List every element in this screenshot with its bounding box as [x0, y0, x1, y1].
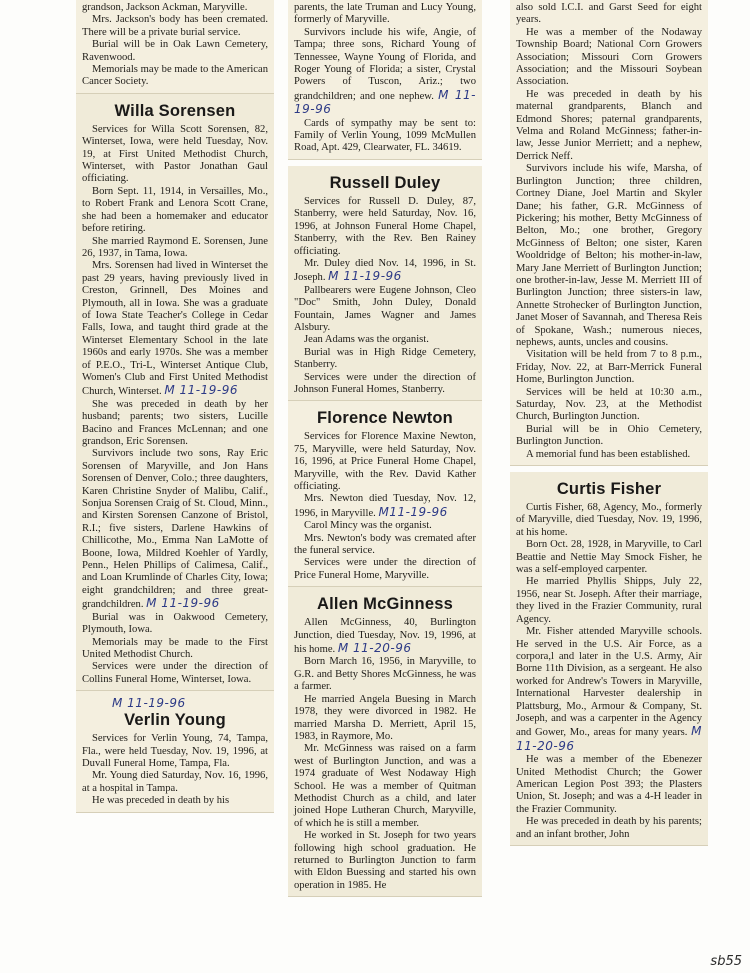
paragraph: He married Phyllis Shipps, July 22, 1956, near St. Joseph. After their marriage, they lived in the Frazier Community, rural Agency.: [516, 576, 702, 625]
allen-mcginness-continued: [510, 0, 708, 466]
obituary-verlin-young: [76, 691, 274, 812]
page-label: sb55: [710, 954, 742, 969]
paragraph: He married Angela Buesing in March 1978, they were divorced in 1982. He married Marsha D. Merriett, April 15, 1983, in Raymore, Mo.: [294, 693, 476, 742]
column-3: [510, 0, 708, 846]
paragraph: He was preceded in death by his: [92, 795, 230, 807]
paragraph: Services were under the direction of Collins Funeral Home, Winterset, Iowa.: [82, 661, 268, 685]
obituary-headline: Willa Sorensen: [114, 101, 236, 120]
handwritten-date-note: M 11-20-96: [337, 641, 412, 656]
paragraph: parents, the late Truman and Lucy Young, formerly of Maryville.: [294, 2, 476, 26]
paragraph: Burial was in Oakwood Cemetery, Plymouth, Iowa.: [82, 611, 268, 636]
obituary-headline: Florence Newton: [317, 409, 453, 428]
paragraph: Burial will be in Ohio Cemetery, Burlington Junction.: [516, 423, 702, 448]
paragraph: He worked in St. Joseph for two years following high school graduation. He returned to Burlington Junction to farm with Eldon Buessing and started his own operation in 1985. He: [294, 830, 476, 891]
handwritten-date-note: M 11-20-96: [516, 724, 702, 753]
paragraph: grandson, Jackson Ackman, Maryville.: [82, 2, 248, 13]
paragraph: He was a member of the Ebenezer United Methodist Church; the Gower American Legion Post 393; the Plasters Union, St. Joseph; and was a 4-H leader in the Frazier Community.: [516, 754, 702, 815]
paragraph: Burial will be in Oak Lawn Cemetery, Ravenwood.: [82, 39, 268, 63]
paragraph: [294, 27, 476, 118]
paragraph: [82, 448, 268, 611]
paragraph: Burial was in High Ridge Cemetery, Stanberry.: [294, 346, 476, 371]
paragraph: Services were under the direction of Johnson Funeral Homes, Stanberry.: [294, 371, 476, 395]
handwritten-date-note: M 11-19-96: [328, 269, 402, 284]
paragraph: Services for Florence Maxine Newton, 75, Maryville, were held Saturday, Nov. 16, 1996, at Price Funeral Home Chapel, Maryville, with the Rev. David Kather officiating.: [294, 431, 476, 492]
paragraph: Memorials may be made to the American Cancer Society.: [82, 64, 268, 88]
paragraph-text: Mr. Fisher attended Maryville schools. He served in the U.S. Air Force, as a corpora,l and later in the U.S. Army, Air Borne 11th Division, as a sergeant. He also worked for Andrew's Towers in Maryville, International Harvester dealership in Plattsburg, Mo., Armour & Company, St. Joseph, and was a carpenter in the Agency and Gower, Mo., areas for many years.: [516, 626, 702, 739]
paragraph: Jean Adams was the organist.: [304, 334, 429, 346]
paragraph: Born Sept. 11, 1914, in Versailles, Mo., to Robert Frank and Lenora Scott Crane, she had been a homemaker and educator before retiring.: [82, 185, 268, 235]
obituary-headline: Allen McGinness: [317, 595, 453, 614]
paragraph: [294, 258, 476, 285]
paragraph-text: Survivors include his wife, Angie, of Tampa; three sons, Richard Young of Tennessee, Wayne Young of Florida, and Roger Young of Florida; a sister, Crystal Powers of Tuscon, Ariz.; two grandchildren; and one nephew.: [294, 26, 476, 102]
paragraph: Visitation will be held from 7 to 8 p.m., Friday, Nov. 22, at Barr-Merrick Funeral Home, Burlington Junction.: [516, 349, 702, 386]
paragraph: Services were under the direction of Price Funeral Home, Maryville.: [294, 557, 476, 581]
paragraph-text: Allen McGinness, 40, Burlington Junction, died Tuesday, Nov. 19, 1996, at his home.: [294, 617, 476, 656]
paragraph: Mr. McGinness was raised on a farm west of Burlington Junction, and was a 1974 graduate of West Nodaway High School. He was a member of Quitman Methodist Church as a child, and later joined Hope Lutheran Church, Maryville, of which he is still a member.: [294, 743, 476, 829]
paragraph: Mrs. Newton's body was cremated after the funeral service.: [294, 532, 476, 557]
paragraph: Carol Mincy was the organist.: [304, 520, 432, 532]
paragraph: Cards of sympathy may be sent to: Family of Verlin Young, 1099 McMullen Road, Apt. 429, Clearwater, FL. 34619.: [294, 117, 476, 154]
paragraph: Services for Russell D. Duley, 87, Stanberry, were held Saturday, Nov. 16, 1996, at Johnson Funeral Home Chapel, Stanberry, with the Rev. Ben Rainey officiating.: [294, 195, 476, 257]
handwritten-date-note: M 11-19-96: [294, 87, 476, 117]
paragraph: also sold I.C.I. and Garst Seed for eight years.: [516, 2, 702, 26]
obituary-curtis-fisher: [510, 472, 708, 846]
column-1: [76, 0, 274, 813]
paragraph-text: Mr. Duley died Nov. 14, 1996, in St. Joseph.: [294, 257, 476, 284]
paragraph: Born Oct. 28, 1928, in Maryville, to Carl Beattie and Nettie May Smock Fisher, he was a self-employed carpenter.: [516, 539, 702, 576]
paragraph: He was preceded in death by his maternal grandparents, Blanch and Edmond Shores; paternal grandparents, Velma and Roland McGinness; father-in-law, Jesse Junior Merriett; and a nephew, Derrick Neff.: [516, 88, 702, 162]
handwritten-date-note: M 11-19-96: [146, 596, 220, 611]
paragraph-text: Mrs. Newton died Tuesday, Nov. 12, 1996, in Maryville.: [294, 493, 476, 519]
paragraph: Memorials may be made to the First United Methodist Church.: [82, 636, 268, 660]
obituary-headline: Curtis Fisher: [556, 480, 662, 499]
paragraph: [294, 493, 476, 520]
handwritten-date-note: M 11-19-96: [112, 696, 186, 711]
paragraph: Services will be held at 10:30 a.m., Saturday, Nov. 23, at the Methodist Church, Burlington Junction.: [516, 386, 702, 423]
column-2: [288, 0, 482, 897]
paragraph-text: Survivors include two sons, Ray Eric Sorensen of Maryville, and Jon Hans Sorensen of Denver, Colo.; three daughters, Karen Christine Snyder of Malibu, Calif., Sonjua Sorensen Craig of St. Cloud, Minn., and Kirsten Sorensen Canzone of Bristol, R.I.; five sisters, Darlene Hawkins of Chillicothe, Mo., Emma Nan LaMotte of Boone, Iowa, Mildred Koehler of Yardly, Penn., Helen Phillips of Calimesa, Calif., and Loan Krumlinde of Charles City, Iowa; eight grandchildren; and three great-grandchildren.: [82, 448, 268, 611]
obituary-willa-sorensen: [76, 94, 274, 691]
verlin-young-continued: [288, 0, 482, 160]
handwritten-date-note: M11-19-96: [378, 504, 448, 519]
paragraph: Survivors include his wife, Marsha, of Burlington Junction; three children, Cortney Diane, Joel Martin and Skyler Dane; his father, G.R. McGinness of Pickering; his mother, Betty McGinness of Belton, Mo.; one brother, Gregory McGinness of Belton; one sister, Karen Wooldridge of Belton; his mother-in-law, Mary Jane Merriett of Burlington Junction; one brother-in-law, Jesse M. Merriett III of Burlington Junction; three sisters-in law, Annette Strohecker of Burlington Junction, Janet Moser of Savannah, and Theresa Reis of Spokane, Wash.; numerous nieces, nephews, aunts, uncles and cousins.: [516, 163, 702, 348]
paragraph: She was preceded in death by her husband; parents; two sisters, Lucille Bacino and Frances McLennan; and one grandson, Eric Sorensen.: [82, 398, 268, 447]
jackson-obituary-end: [76, 0, 274, 94]
paragraph: Curtis Fisher, 68, Agency, Mo., formerly of Maryville, died Tuesday, Nov. 19, 1996, at his home.: [516, 502, 702, 538]
paragraph: [516, 626, 702, 754]
paragraph: A memorial fund has been established.: [526, 448, 691, 460]
obituary-russell-duley: [288, 166, 482, 402]
handwritten-date-note: M 11-19-96: [164, 383, 238, 398]
obituary-florence-newton: [288, 401, 482, 587]
paragraph: Services for Verlin Young, 74, Tampa, Fla., were held Tuesday, Nov. 19, 1996, at Duvall Funeral Home, Tampa, Fla.: [82, 733, 268, 769]
paragraph: He was preceded in death by his parents; and an infant brother, John: [516, 816, 702, 840]
paragraph-text: Mrs. Sorensen had lived in Winterset the past 29 years, having previously lived in Creston, Grinnell, Des Moines and Plymouth, all in Iowa. She was a graduate of Iowa State Teacher's College in Cedar Falls, Iowa, and taught third grade at the Winterset Elementary School in the late 1960s and early 1970s. She was a member of P.E.O., Tri-L, Winterset Antique Club, Women's Club and First United Methodist Church, Winterset.: [82, 260, 268, 398]
paragraph: She married Raymond E. Sorensen, June 26, 1937, in Tama, Iowa.: [82, 235, 268, 259]
obituary-allen-mcginness: [288, 587, 482, 897]
obituary-headline: Verlin Young: [124, 711, 226, 730]
paragraph: Pallbearers were Eugene Johnson, Cleo "Doc" Smith, John Duley, Donald Fountain, James Wagner and James Alsbury.: [294, 284, 476, 333]
paragraph: He was a member of the Nodaway Township Board; National Corn Growers Association; Missouri Corn Growers Association; and the Missouri Soybean Association.: [516, 26, 702, 88]
paragraph: [82, 260, 268, 398]
paragraph: Services for Willa Scott Sorensen, 82, Winterset, Iowa, were held Tuesday, Nov. 19, at First United Methodist Church, Winterset, with Pastor Jonathan Gaul officiating.: [82, 123, 268, 185]
paragraph: Born March 16, 1956, in Maryville, to G.R. and Betty Shores McGinness, he was a farmer.: [294, 656, 476, 693]
paragraph: [294, 617, 476, 656]
paragraph: Mr. Young died Saturday, Nov. 16, 1996, at a hospital in Tampa.: [82, 770, 268, 794]
obituary-headline: Russell Duley: [329, 173, 441, 192]
paragraph: Mrs. Jackson's body has been cremated. There will be a private burial service.: [82, 14, 268, 38]
